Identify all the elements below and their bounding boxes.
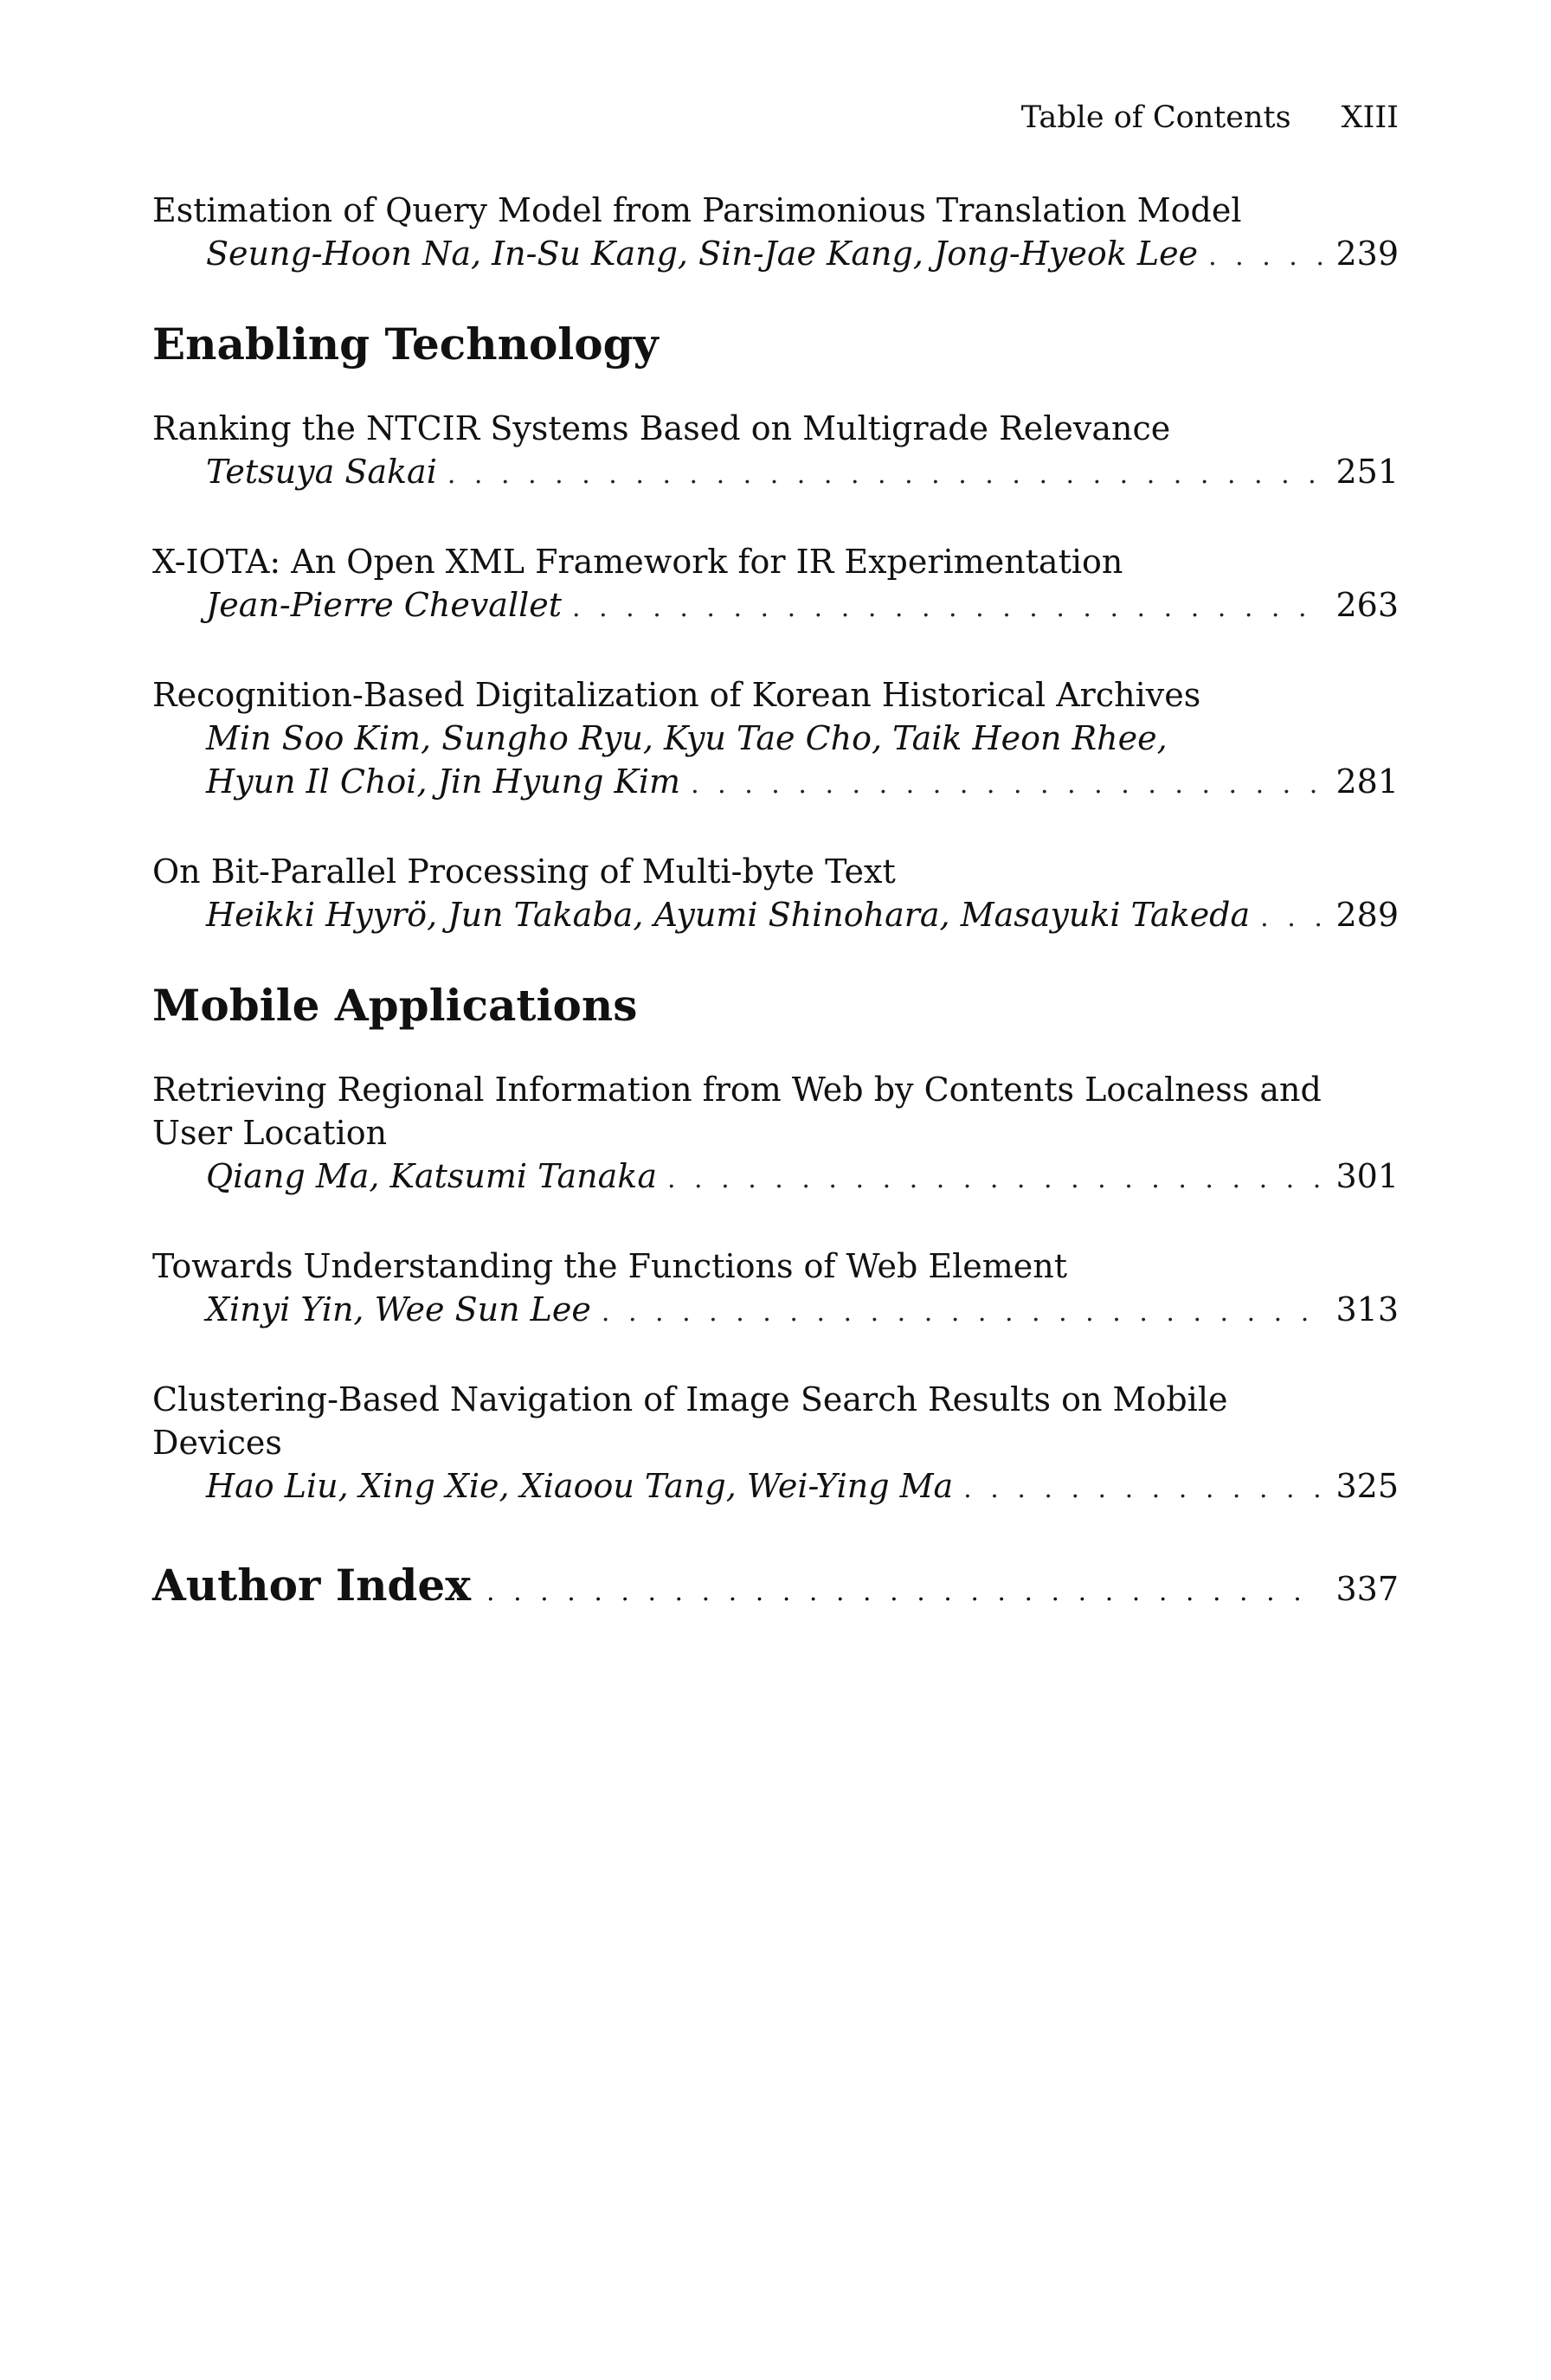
entry-title: X-IOTA: An Open XML Framework for IR Experimentation [152, 543, 1123, 581]
entry-leader-line [152, 1464, 1399, 1511]
entry-title: Clustering-Based Navigation of Image Search Results on Mobile Devices [152, 1380, 1228, 1462]
dot-leader [667, 1158, 1322, 1201]
toc-entry[interactable] [152, 1378, 1399, 1511]
entry-authors: Xinyi Yin, Wee Sun Lee [206, 1290, 591, 1328]
entry-authors: Jean-Pierre Chevallet [206, 586, 563, 624]
dot-leader [1260, 897, 1322, 940]
entry-page-number: 263 [1335, 586, 1399, 624]
entry-title: Recognition-Based Digitalization of Korean Historical Archives [152, 676, 1201, 714]
dot-leader [572, 587, 1322, 630]
entry-leader-line [152, 1288, 1399, 1335]
entry-title: Estimation of Query Model from Parsimonious Translation Model [152, 191, 1242, 229]
entry-leader-line [152, 1155, 1399, 1201]
running-head [1004, 100, 1399, 144]
dot-leader [447, 453, 1323, 497]
entry-authors: Qiang Ma, Katsumi Tanaka [206, 1157, 657, 1195]
entry-page-number: 289 [1335, 896, 1399, 934]
entry-authors: Hyun Il Choi, Jin Hyung Kim [206, 762, 681, 801]
entry-leader-line [152, 450, 1399, 497]
entry-page-number: 325 [1335, 1467, 1399, 1505]
toc-entry[interactable] [152, 1245, 1399, 1335]
dot-leader [602, 1291, 1323, 1335]
entry-page-number: 313 [1335, 1290, 1399, 1328]
author-index-entry[interactable] [152, 1560, 1399, 1611]
toc-entry[interactable] [152, 673, 1399, 807]
toc-entry[interactable] [152, 850, 1399, 940]
toc-entry[interactable] [152, 540, 1399, 630]
dot-leader [1208, 235, 1322, 279]
table-of-contents [152, 189, 1399, 1611]
dot-leader [963, 1468, 1322, 1511]
entry-page-number: 251 [1335, 453, 1399, 491]
dot-leader [691, 763, 1322, 807]
entry-title: Ranking the NTCIR Systems Based on Multigrade Relevance [152, 409, 1171, 447]
entry-leader-line [152, 232, 1399, 279]
entry-authors: Min Soo Kim, Sungho Ryu, Kyu Tae Cho, Taik Heon Rhee, [206, 719, 1168, 757]
toc-entry[interactable] [152, 407, 1399, 497]
running-head-title: Table of Contents [1020, 100, 1291, 135]
entry-leader-line [152, 893, 1399, 940]
section-heading-enabling-technology: Enabling Technology [152, 318, 659, 370]
entry-page-number: 301 [1335, 1157, 1399, 1195]
author-index-page-number: 337 [1335, 1570, 1399, 1608]
entry-leader-line [152, 760, 1399, 807]
entry-leader-line [152, 583, 1399, 630]
running-head-page-number: XIII [1341, 100, 1399, 135]
toc-entry[interactable] [152, 1068, 1399, 1201]
entry-authors: Hao Liu, Xing Xie, Xiaoou Tang, Wei-Ying Ma [206, 1467, 954, 1505]
entry-page-number: 239 [1335, 235, 1399, 273]
entry-authors: Heikki Hyyrö, Jun Takaba, Ayumi Shinohara, Masayuki Takeda [206, 896, 1251, 934]
section-heading-mobile-applications: Mobile Applications [152, 980, 638, 1031]
entry-authors: Tetsuya Sakai [206, 453, 437, 491]
entry-authors: Seung-Hoon Na, In-Su Kang, Sin-Jae Kang, Jong-Hyeok Lee [206, 235, 1199, 273]
entry-title: On Bit-Parallel Processing of Multi-byte Text [152, 852, 896, 891]
entry-title: Retrieving Regional Information from Web by Contents Localness and User Location [152, 1071, 1322, 1152]
author-index-label: Author Index [152, 1560, 472, 1611]
dot-leader [486, 1577, 1322, 1607]
toc-entry[interactable] [152, 189, 1399, 279]
entry-page-number: 281 [1335, 762, 1399, 801]
entry-title: Towards Understanding the Functions of Web Element [152, 1247, 1068, 1285]
